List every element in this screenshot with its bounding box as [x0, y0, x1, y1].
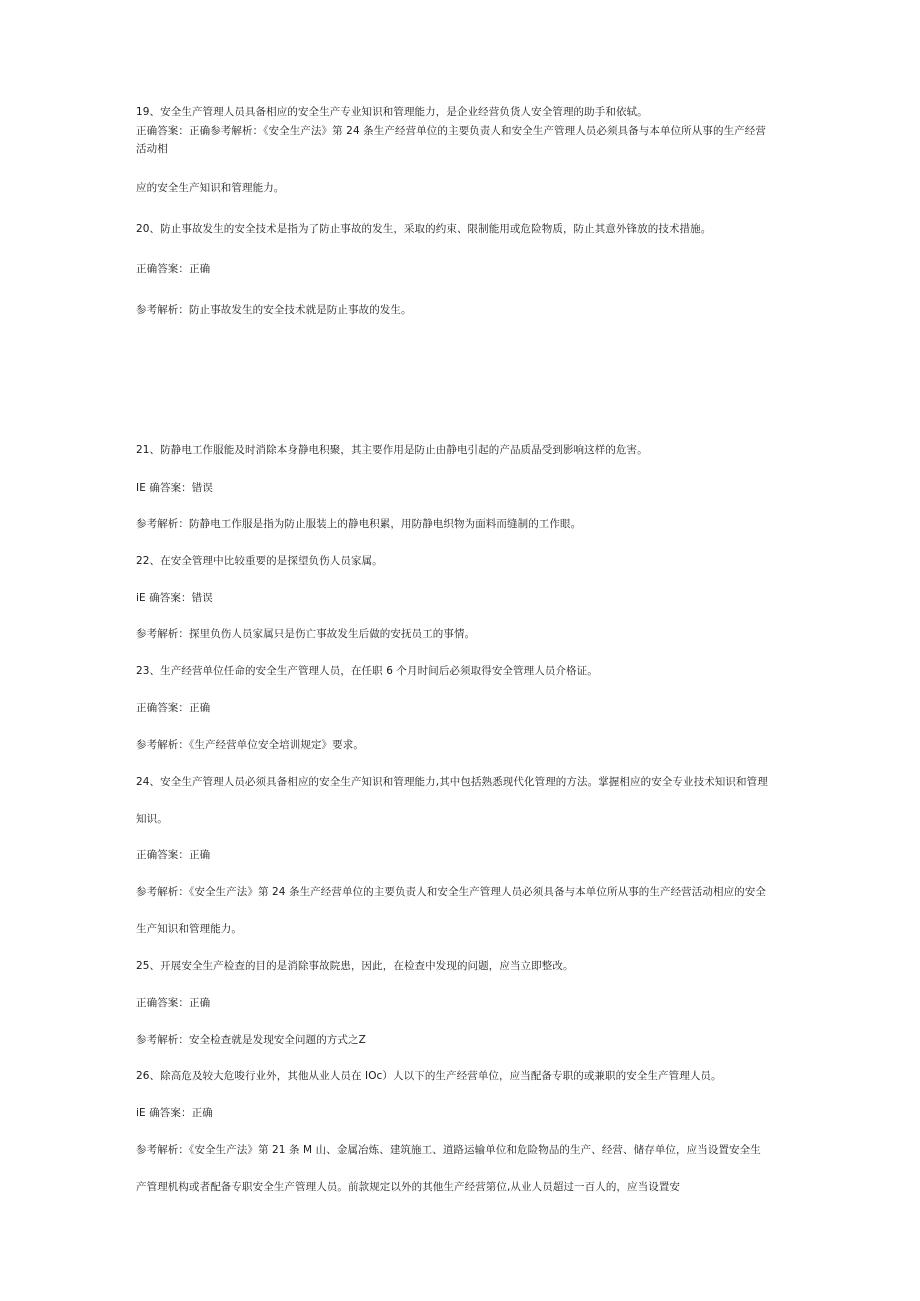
question-23: 23、生产经营单位任命的安全生产管理人员，在任职 6 个月时间后必须取得安全管理人员介格证。 [136, 665, 598, 677]
answer-23: 正确答案：正确 [136, 702, 211, 714]
explanation-20: 参考解析：防止事故发生的安全技术就是防止事故的发生。 [136, 304, 412, 316]
answer-24: 正确答案：正确 [136, 849, 211, 861]
answer-25: 正确答案：正确 [136, 997, 211, 1009]
explanation-23: 参考解析：《生产经营单位安全培训规定》要求。 [136, 739, 364, 751]
question-24-cont: 知识。 [136, 813, 168, 825]
explanation-24: 参考解析：《安全生产法》第 24 条生产经营单位的主要负责人和安全生产管理人员必须具备与本单位所从事的生产经营活动相应的安全 [136, 886, 766, 898]
explanation-24-cont: 生产知识和管理能力。 [136, 923, 242, 935]
answer-21: IE 确答案：错误 [136, 482, 213, 494]
answer-20: 正确答案：正确 [136, 263, 211, 275]
question-21: 21、防静电工作服能及时消除本身静电积聚，其主要作用是防止由静电引起的产品质晶受到影响这样的危害。 [136, 444, 648, 456]
answer-19-cont: 应的安全生产知识和管理能力。 [136, 182, 285, 194]
question-20: 20、防止事故发生的安全技术是指为了防止事故的发生，采取的约束、限制能用或危险物质，防止其意外锋放的技术措施。 [136, 223, 712, 235]
answer-19: 正确答案：正确参考解析：《安全生产法》第 24 条生产经营单位的主要负责人和安全生产管理人员必须具备与本单位所从事的生产经营 [136, 125, 766, 137]
answer-19-cont: 活动相 [136, 143, 168, 155]
explanation-26: 参考解析：《安全生产法》第 21 条 M 山、金属冶炼、建筑施工、道路运输单位和危险物品的生产、经营、储存单位，应当设置安全生 [136, 1144, 761, 1156]
explanation-21: 参考解析：防静电工作服是指为防止服装上的静电积累，用防静电织物为面料而缝制的工作眼。 [136, 518, 582, 530]
explanation-26-cont: 产管理机构或者配备专职安全生产管理人员。前款规定以外的其他生产经营第位,从业人员超过一百人的，应当设置安 [136, 1181, 681, 1193]
question-24: 24、安全生产管理人员必须具备相应的安全生产知识和管理能力,其中包括熟悉现代化管理的方法。掌握相应的安全专业技术知识和管理 [136, 776, 768, 788]
question-25: 25、开展安全生产检查的目的是消除事故院患，因此，在检查中发现的问题，应当立即整改。 [136, 960, 574, 972]
question-22: 22、在安全管理中比较重要的是探望负伤人员家属。 [136, 555, 383, 567]
answer-22: iE 确答案：错误 [136, 592, 213, 604]
question-19: 19、安全生产管理人员具备相应的安全生产专业知识和管理能力，是企业经营负货人安全管理的助手和依轼。 [136, 106, 648, 118]
explanation-22: 参考解析：探里负伤人员家属只是伤亡事故发生后做的安抚员工的事情。 [136, 628, 476, 640]
answer-26: iE 确答案：正确 [136, 1107, 213, 1119]
explanation-25: 参考解析：安全检查就是发现安全问题的方式之Z [136, 1034, 366, 1046]
question-26: 26、除高危及较大危唆行业外，其他从业人员在 IOc）人以下的生产经营单位，应当配备专职的或兼职的安全生产管理人员。 [136, 1070, 722, 1082]
